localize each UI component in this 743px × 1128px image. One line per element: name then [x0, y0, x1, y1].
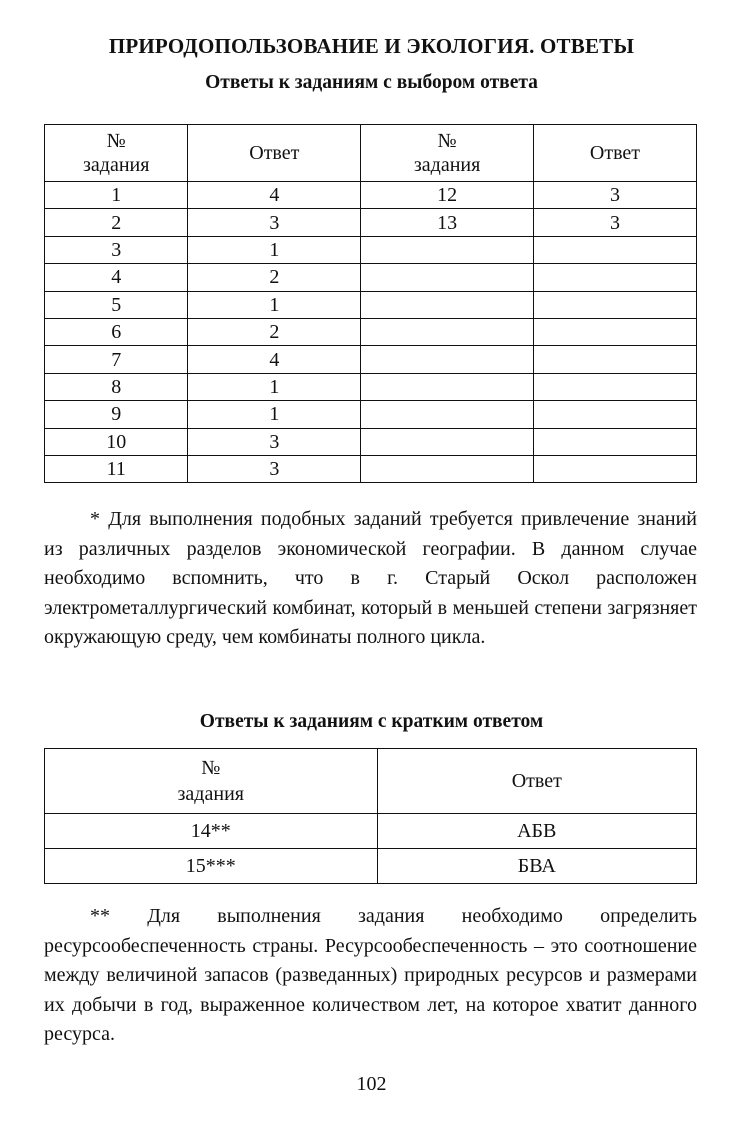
- table-cell: [533, 264, 696, 291]
- table-cell: [533, 428, 696, 455]
- table-row: [45, 182, 697, 209]
- col-header-task-number: № задания: [45, 125, 188, 182]
- table-cell: [361, 401, 534, 428]
- table-cell: [361, 428, 534, 455]
- col-header-task-number: № задания: [45, 749, 378, 814]
- table-cell: 3: [533, 182, 696, 209]
- table-cell: [533, 401, 696, 428]
- page-number: 102: [356, 1073, 387, 1095]
- table-row: [45, 373, 697, 400]
- table-header-row: [45, 749, 697, 814]
- section1-title: Ответы к заданиям с выбором ответа: [205, 72, 538, 93]
- table-cell: 1: [188, 291, 361, 318]
- col-header-answer: Ответ: [377, 749, 696, 814]
- table-cell: 10: [45, 428, 188, 455]
- table-cell: 5: [45, 291, 188, 318]
- page-heading: ПРИРОДОПОЛЬЗОВАНИЕ И ЭКОЛОГИЯ. ОТВЕТЫ: [108, 34, 635, 58]
- table-cell: 1: [45, 182, 188, 209]
- footnote-1: * Для выполнения подобных заданий требуется привлечение знаний из различных разделов экономической географии. В данном случае необходимо вспомнить, что в г. Старый Оскол расположен электрометаллургический комбинат, который в меньшей степени загрязняет окружающую среду, чем комбинаты полного цикла.: [44, 508, 697, 649]
- table-cell: 2: [45, 209, 188, 236]
- table-cell: 2: [188, 318, 361, 345]
- table-cell: 4: [188, 346, 361, 373]
- table-cell: [533, 455, 696, 482]
- table-cell: [533, 373, 696, 400]
- table-cell: [361, 236, 534, 263]
- table-cell: 2: [188, 264, 361, 291]
- table-cell: 6: [45, 318, 188, 345]
- table-row: [45, 455, 697, 482]
- table-cell: БВА: [377, 849, 696, 884]
- table-header-row: [45, 125, 697, 182]
- table-cell: 1: [188, 401, 361, 428]
- table-cell: [361, 264, 534, 291]
- table-row: [45, 428, 697, 455]
- table-cell: 1: [188, 236, 361, 263]
- table-row: [45, 318, 697, 345]
- table-cell: 3: [188, 209, 361, 236]
- table-cell: 13: [361, 209, 534, 236]
- table-cell: АБВ: [377, 814, 696, 849]
- table-cell: [361, 291, 534, 318]
- col-header-answer: Ответ: [188, 125, 361, 182]
- table-row: [45, 236, 697, 263]
- table-row: [45, 849, 697, 884]
- table-cell: 7: [45, 346, 188, 373]
- table-cell: 9: [45, 401, 188, 428]
- table-cell: 4: [45, 264, 188, 291]
- table-row: [45, 346, 697, 373]
- table-row: [45, 291, 697, 318]
- table-row: [45, 209, 697, 236]
- table-cell: 12: [361, 182, 534, 209]
- table-cell: [533, 346, 696, 373]
- choice-answers-table: [44, 124, 697, 483]
- table-row: [45, 814, 697, 849]
- footnote-2: ** Для выполнения задания необходимо определить ресурсообеспеченность страны. Ресурсообеспеченность – это соотношение между величиной запасов (разведанных) природных ресурсов и размерами их добычи в год, выраженное количеством лет, на которое хватит данного ресурса.: [44, 905, 697, 1046]
- table-cell: 3: [188, 455, 361, 482]
- section2-title: Ответы к заданиям с кратким ответом: [199, 711, 544, 732]
- table-cell: [361, 455, 534, 482]
- table-cell: 8: [45, 373, 188, 400]
- table-cell: 11: [45, 455, 188, 482]
- table-cell: 3: [188, 428, 361, 455]
- table-cell: 14**: [45, 814, 378, 849]
- table-cell: [361, 346, 534, 373]
- col-header-answer: Ответ: [533, 125, 696, 182]
- table-cell: [533, 318, 696, 345]
- table-cell: 4: [188, 182, 361, 209]
- table-cell: 15***: [45, 849, 378, 884]
- table-cell: [533, 236, 696, 263]
- table-cell: 3: [45, 236, 188, 263]
- short-answers-table: [44, 748, 697, 884]
- table-cell: [361, 318, 534, 345]
- table-cell: [361, 373, 534, 400]
- table-cell: 3: [533, 209, 696, 236]
- table-cell: [533, 291, 696, 318]
- table-row: [45, 401, 697, 428]
- table-row: [45, 264, 697, 291]
- col-header-task-number: № задания: [361, 125, 534, 182]
- table-cell: 1: [188, 373, 361, 400]
